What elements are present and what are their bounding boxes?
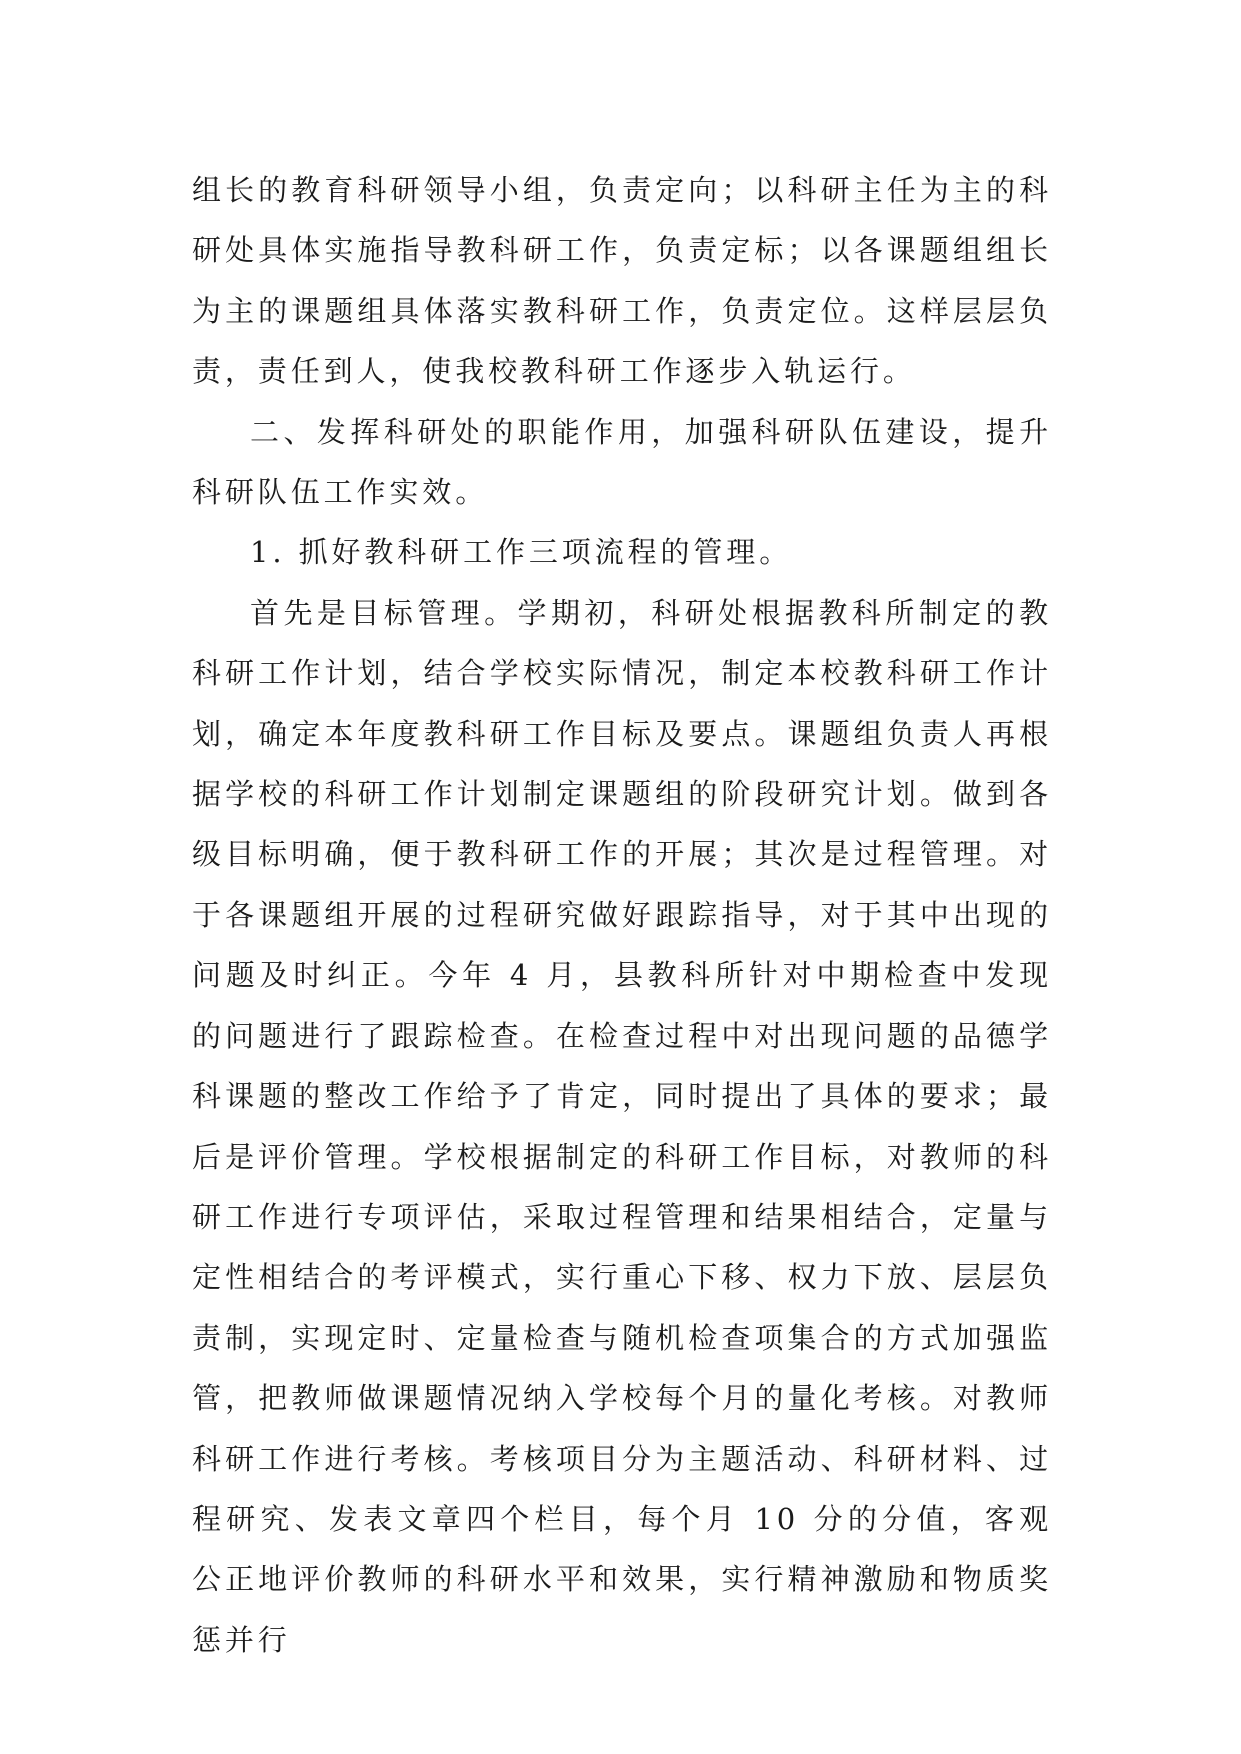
paragraph-1: 组长的教育科研领导小组，负责定向；以科研主任为主的科研处具体实施指导教科研工作，负责定标；以各课题组组长为主的课题组具体落实教科研工作，负责定位。这样层层负责，责任到人，使我校教科研工作逐步入轨运行。 bbox=[192, 173, 1052, 389]
paragraph-body: 首先是目标管理。学期初，科研处根据教科所制定的教科研工作计划，结合学校实际情况，制定本校教科研工作计划，确定本年度教科研工作目标及要点。课题组负责人再根据学校的科研工作计划制定课题组的阶段研究计划。做到各级目标明确，便于教科研工作的开展；其次是过程管理。对于各课题组开展的过程研究做好跟踪指导，对于其中出现的问题及时纠正。今年 4 月，县教科所针对中期检查中发现的问题进行了跟踪检查。在检查过程中对出现问题的品德学科课题的整改工作给予了肯定，同时提出了具体的要求；最后是评价管理。学校根据制定的科研工作目标，对教师的科研工作进行专项评估，采取过程管理和结果相结合，定量与定性相结合的考评模式，实行重心下移、权力下放、层层负责制，实现定时、定量检查与随机检查项集合的方式加强监管，把教师做课题情况纳入学校每个月的量化考核。对教师科研工作进行考核。考核项目分为主题活动、科研材料、过程研究、发表文章四个栏目，每个月 10 分的分值，客观公正地评价教师的科研水平和效果，实行精神激励和物质奖惩并行 bbox=[192, 595, 1052, 1657]
paragraph-section-heading: 二、发挥科研处的职能作用，加强科研队伍建设，提升科研队伍工作实效。 bbox=[192, 414, 1052, 510]
paragraph-subheading: 1. 抓好教科研工作三项流程的管理。 bbox=[250, 535, 793, 570]
document-body bbox=[192, 160, 1052, 1670]
